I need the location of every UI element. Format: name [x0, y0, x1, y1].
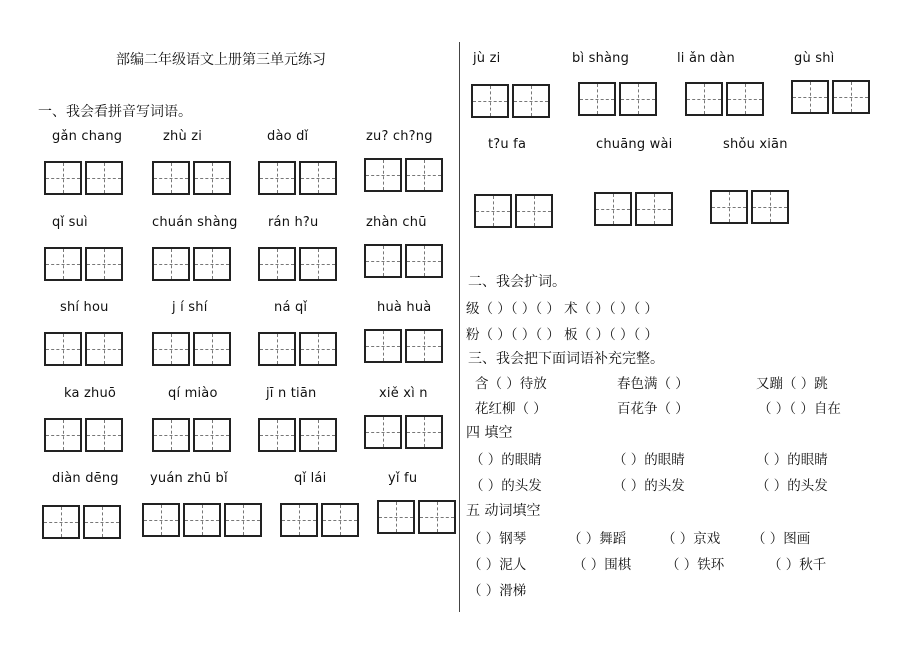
pinyin-prompt: zhàn chū — [366, 215, 427, 230]
section-4-heading: 四 填空 — [466, 425, 513, 441]
writing-grid[interactable] — [44, 247, 126, 281]
writing-grid[interactable] — [42, 505, 124, 539]
idiom-blank[interactable]: 百花争（ ） — [617, 401, 689, 417]
word-expansion-line[interactable]: 级（ ）（ ）（ ） 术（ ）（ ）（ ） — [466, 301, 659, 317]
column-divider — [459, 42, 460, 612]
verb-blank[interactable]: （ ）铁环 — [666, 557, 725, 573]
idiom-blank[interactable]: 又蹦（ ）跳 — [756, 376, 828, 392]
pinyin-prompt: shǒu xiān — [723, 137, 788, 152]
section-3-heading: 三、我会把下面词语补充完整。 — [468, 351, 664, 367]
pinyin-prompt: diàn dēng — [52, 471, 119, 486]
verb-blank[interactable]: （ ）京戏 — [662, 531, 721, 547]
writing-grid[interactable] — [685, 82, 767, 116]
writing-grid[interactable] — [471, 84, 553, 118]
verb-blank[interactable]: （ ）泥人 — [468, 557, 527, 573]
pinyin-prompt: t?u fa — [488, 137, 527, 152]
verb-blank[interactable]: （ ）围棋 — [573, 557, 632, 573]
section-1-heading: 一、我会看拼音写词语。 — [38, 104, 192, 120]
fill-blank[interactable]: （ ）的眼睛 — [756, 452, 828, 468]
writing-grid[interactable] — [258, 418, 340, 452]
pinyin-prompt: shí hou — [60, 300, 109, 315]
writing-grid[interactable] — [258, 247, 340, 281]
writing-grid[interactable] — [152, 161, 234, 195]
verb-blank[interactable]: （ ）舞蹈 — [568, 531, 627, 547]
pinyin-prompt: qí miào — [168, 386, 218, 401]
writing-grid[interactable] — [364, 158, 446, 192]
writing-grid[interactable] — [142, 503, 265, 537]
writing-grid[interactable] — [710, 190, 792, 224]
pinyin-prompt: xiě xì n — [379, 386, 428, 401]
writing-grid[interactable] — [280, 503, 362, 537]
writing-grid[interactable] — [44, 161, 126, 195]
writing-grid[interactable] — [364, 415, 446, 449]
writing-grid[interactable] — [474, 194, 556, 228]
writing-grid[interactable] — [791, 80, 873, 114]
pinyin-prompt: ná qǐ — [274, 300, 308, 315]
idiom-blank[interactable]: （ ）（ ）自在 — [758, 401, 841, 417]
writing-grid[interactable] — [364, 244, 446, 278]
writing-grid[interactable] — [258, 332, 340, 366]
writing-grid[interactable] — [578, 82, 660, 116]
pinyin-prompt: qǐ suì — [52, 215, 88, 230]
pinyin-prompt: gù shì — [794, 51, 835, 66]
pinyin-prompt: jù zi — [473, 51, 501, 66]
pinyin-prompt: yuán zhū bǐ — [150, 471, 228, 486]
idiom-blank[interactable]: 含（ ）待放 — [475, 376, 547, 392]
pinyin-prompt: li ǎn dàn — [677, 51, 735, 66]
writing-grid[interactable] — [44, 332, 126, 366]
idiom-blank[interactable]: 花红柳（ ） — [475, 401, 547, 417]
verb-blank[interactable]: （ ）图画 — [752, 531, 811, 547]
writing-grid[interactable] — [152, 332, 234, 366]
pinyin-prompt: zhù zi — [163, 129, 203, 144]
writing-grid[interactable] — [152, 418, 234, 452]
pinyin-prompt: j í shí — [172, 300, 208, 315]
pinyin-prompt: gǎn chang — [52, 129, 123, 144]
fill-blank[interactable]: （ ）的头发 — [756, 478, 828, 494]
pinyin-prompt: huà huà — [377, 300, 432, 315]
pinyin-prompt: rán h?u — [268, 215, 319, 230]
pinyin-prompt: zu? ch?ng — [366, 129, 433, 144]
pinyin-prompt: dào dǐ — [267, 129, 309, 144]
fill-blank[interactable]: （ ）的头发 — [613, 478, 685, 494]
writing-grid[interactable] — [152, 247, 234, 281]
pinyin-prompt: bì shàng — [572, 51, 630, 66]
pinyin-prompt: yǐ fu — [388, 471, 418, 486]
fill-blank[interactable]: （ ）的眼睛 — [613, 452, 685, 468]
writing-grid[interactable] — [44, 418, 126, 452]
verb-blank[interactable]: （ ）钢琴 — [468, 531, 527, 547]
section-5-heading: 五 动词填空 — [466, 503, 541, 519]
pinyin-prompt: chuán shàng — [152, 215, 238, 230]
pinyin-prompt: chuāng wài — [596, 137, 673, 152]
fill-blank[interactable]: （ ）的眼睛 — [470, 452, 542, 468]
writing-grid[interactable] — [364, 329, 446, 363]
word-expansion-line[interactable]: 粉（ ）（ ）（ ） 板（ ）（ ）（ ） — [466, 327, 659, 343]
verb-blank[interactable]: （ ）秋千 — [768, 557, 827, 573]
writing-grid[interactable] — [258, 161, 340, 195]
page-title: 部编二年级语文上册第三单元练习 — [116, 52, 326, 68]
writing-grid[interactable] — [377, 500, 459, 534]
pinyin-prompt: jī n tiān — [266, 386, 317, 401]
section-2-heading: 二、我会扩词。 — [468, 274, 566, 290]
pinyin-prompt: qǐ lái — [294, 471, 327, 486]
idiom-blank[interactable]: 春色满（ ） — [617, 376, 689, 392]
writing-grid[interactable] — [594, 192, 676, 226]
pinyin-prompt: ka zhuō — [64, 386, 117, 401]
fill-blank[interactable]: （ ）的头发 — [470, 478, 542, 494]
verb-blank[interactable]: （ ）滑梯 — [468, 583, 527, 599]
